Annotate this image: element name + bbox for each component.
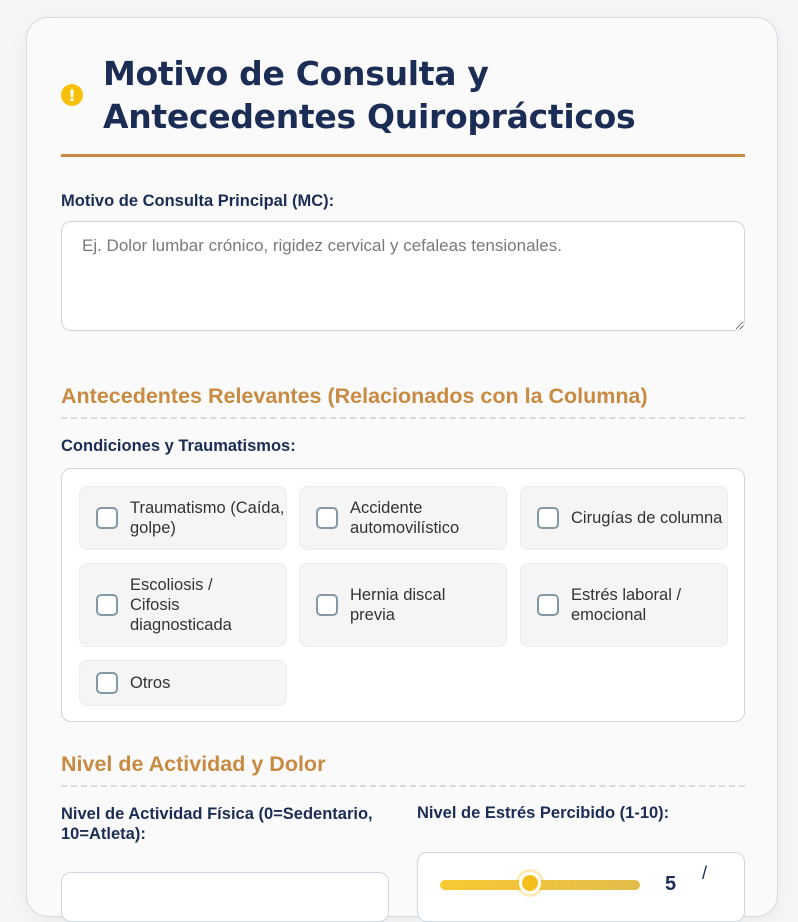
checkbox-label: Hernia discal previa <box>350 586 446 624</box>
checkbox-square-icon[interactable] <box>316 594 338 616</box>
exclamation-circle-icon: ! <box>61 84 83 106</box>
title-line-1: Motivo de Consulta y <box>103 54 489 93</box>
checkbox-hernia[interactable] <box>299 563 507 647</box>
checkbox-square-icon[interactable] <box>537 594 559 616</box>
checkbox-accidente[interactable] <box>299 486 507 550</box>
conditions-label: Condiciones y Traumatismos: <box>61 437 296 455</box>
stress-slider-container <box>417 852 745 922</box>
checkbox-label: Accidente automovilístico <box>350 499 460 537</box>
conditions-group <box>61 468 745 722</box>
activity-label: Nivel de Actividad Física (0=Sedentario, 10=Atleta): <box>61 805 373 843</box>
stress-label: Nivel de Estrés Percibido (1-10): <box>417 804 670 822</box>
checkbox-label: Cirugías de columna <box>571 509 723 527</box>
actividad-section-title: Nivel de Actividad y Dolor <box>61 752 745 787</box>
checkbox-estres[interactable] <box>520 563 728 647</box>
checkbox-label: Otros <box>130 674 171 692</box>
checkbox-square-icon[interactable] <box>96 594 118 616</box>
checkbox-cirugias[interactable] <box>520 486 728 550</box>
checkbox-square-icon[interactable] <box>96 672 118 694</box>
title-divider <box>61 154 745 157</box>
stress-separator: / <box>702 863 708 883</box>
checkbox-square-icon[interactable] <box>537 507 559 529</box>
stress-value: 5 <box>665 873 677 895</box>
checkbox-label: Estrés laboral / emocional <box>571 586 682 624</box>
checkbox-label: Escoliosis / Cifosis diagnosticada <box>130 576 232 634</box>
page-title <box>103 52 635 138</box>
section-header <box>61 52 745 138</box>
checkbox-otros[interactable] <box>79 660 287 706</box>
checkbox-square-icon[interactable] <box>316 507 338 529</box>
activity-input[interactable] <box>61 872 389 922</box>
checkbox-escoliosis[interactable] <box>79 563 287 647</box>
antecedentes-section-title: Antecedentes Relevantes (Relacionados con la Columna) <box>61 384 745 419</box>
title-line-2: Antecedentes Quiroprácticos <box>103 97 636 136</box>
checkbox-label: Traumatismo (Caída, golpe) <box>130 499 285 537</box>
motivo-textarea[interactable] <box>61 221 745 331</box>
form-card <box>26 17 778 917</box>
motivo-label: Motivo de Consulta Principal (MC): <box>61 192 335 210</box>
checkbox-square-icon[interactable] <box>96 507 118 529</box>
stress-slider-thumb[interactable] <box>519 872 541 894</box>
checkbox-traumatismo[interactable] <box>79 486 287 550</box>
